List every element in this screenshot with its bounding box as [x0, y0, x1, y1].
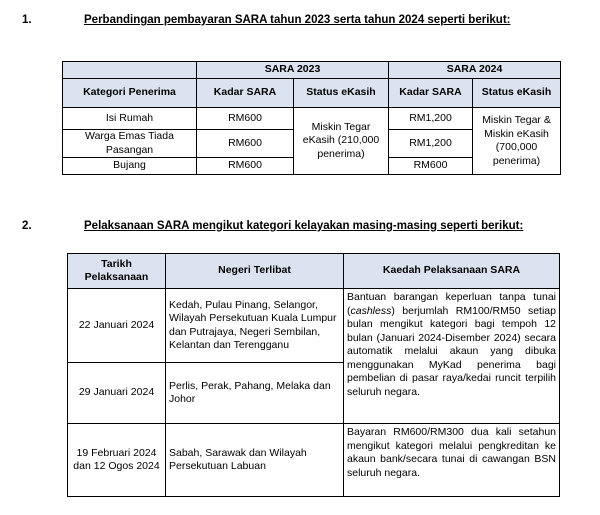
header-date: Tarikh Pelaksanaan: [68, 254, 166, 289]
blank-header-cell: [63, 62, 197, 79]
table-row: [68, 289, 560, 363]
states-cell: Kedah, Pulau Pinang, Selangor, Wilayah Persekutuan Kuala Lumpur dan Putrajaya, Negeri Sembilan, Kelantan dan Terengganu: [166, 289, 344, 363]
sara-comparison-table: [62, 61, 561, 175]
header-status-2023: Status eKasih: [294, 79, 389, 108]
rate-2023-cell: RM600: [197, 130, 294, 158]
table-row: [63, 108, 561, 130]
header-states: Negeri Terlibat: [166, 254, 344, 289]
category-cell: Warga Emas Tiada Pasangan: [63, 130, 197, 158]
rate-2024-cell: RM1,200: [389, 108, 473, 130]
rate-2023-cell: RM600: [197, 158, 294, 175]
section-2-heading: [22, 220, 523, 232]
method-cell-cashless: [344, 289, 560, 424]
method-text-italic: cashless: [350, 304, 392, 317]
section-1-heading: [22, 14, 510, 26]
states-cell: Sabah, Sarawak dan Wilayah Persekutuan Labuan: [166, 424, 344, 497]
status-2023-cell: Miskin Tegar eKasih (210,000 penerima): [294, 108, 389, 175]
method-text: ) berjumlah RM100/RM50 setiap bulan mengikut kategori bagi tempoh 12 bulan (Januari 2024-Disember 2024) secara automatik melalui akaun yang dibuka menggunakan MyKad penerima bagi pembelian di pasar raya/kedai runcit terpilih seluruh negara.: [347, 304, 556, 398]
table-row: [68, 424, 560, 497]
sara-implementation-table: [67, 253, 560, 497]
method-cell-payment: Bayaran RM600/RM300 dua kali setahun mengikut kategori melalui pengkreditan ke akaun bank/secara tunai di cawangan BSN seluruh negara.: [344, 424, 560, 497]
category-cell: Isi Rumah: [63, 108, 197, 130]
header-category: Kategori Penerima: [63, 79, 197, 108]
header-status-2024: Status eKasih: [473, 79, 561, 108]
date-cell: 22 Januari 2024: [68, 289, 166, 363]
section-2-title: Pelaksanaan SARA mengikut kategori kelayakan masing-masing seperti berikut:: [84, 220, 524, 232]
rate-2024-cell: RM600: [389, 158, 473, 175]
section-1-title: Perbandingan pembayaran SARA tahun 2023 serta tahun 2024 seperti berikut:: [84, 14, 511, 26]
rate-2023-cell: RM600: [197, 108, 294, 130]
date-cell: 19 Februari 2024 dan 12 Ogos 2024: [68, 424, 166, 497]
method-text: Bantuan barangan keperluan tanpa tunai (: [347, 291, 556, 317]
header-sara-2024: SARA 2024: [389, 62, 561, 79]
header-sara-2023: SARA 2023: [197, 62, 389, 79]
section-1-number: 1.: [22, 14, 32, 26]
header-method: Kaedah Pelaksanaan SARA: [344, 254, 560, 289]
category-cell: Bujang: [63, 158, 197, 175]
states-cell: Perlis, Perak, Pahang, Melaka dan Johor: [166, 363, 344, 424]
section-2-number: 2.: [22, 220, 32, 232]
date-cell: 29 Januari 2024: [68, 363, 166, 424]
status-2024-cell: Miskin Tegar & Miskin eKasih (700,000 penerima): [473, 108, 561, 175]
header-rate-2024: Kadar SARA: [389, 79, 473, 108]
rate-2024-cell: RM1,200: [389, 130, 473, 158]
header-rate-2023: Kadar SARA: [197, 79, 294, 108]
